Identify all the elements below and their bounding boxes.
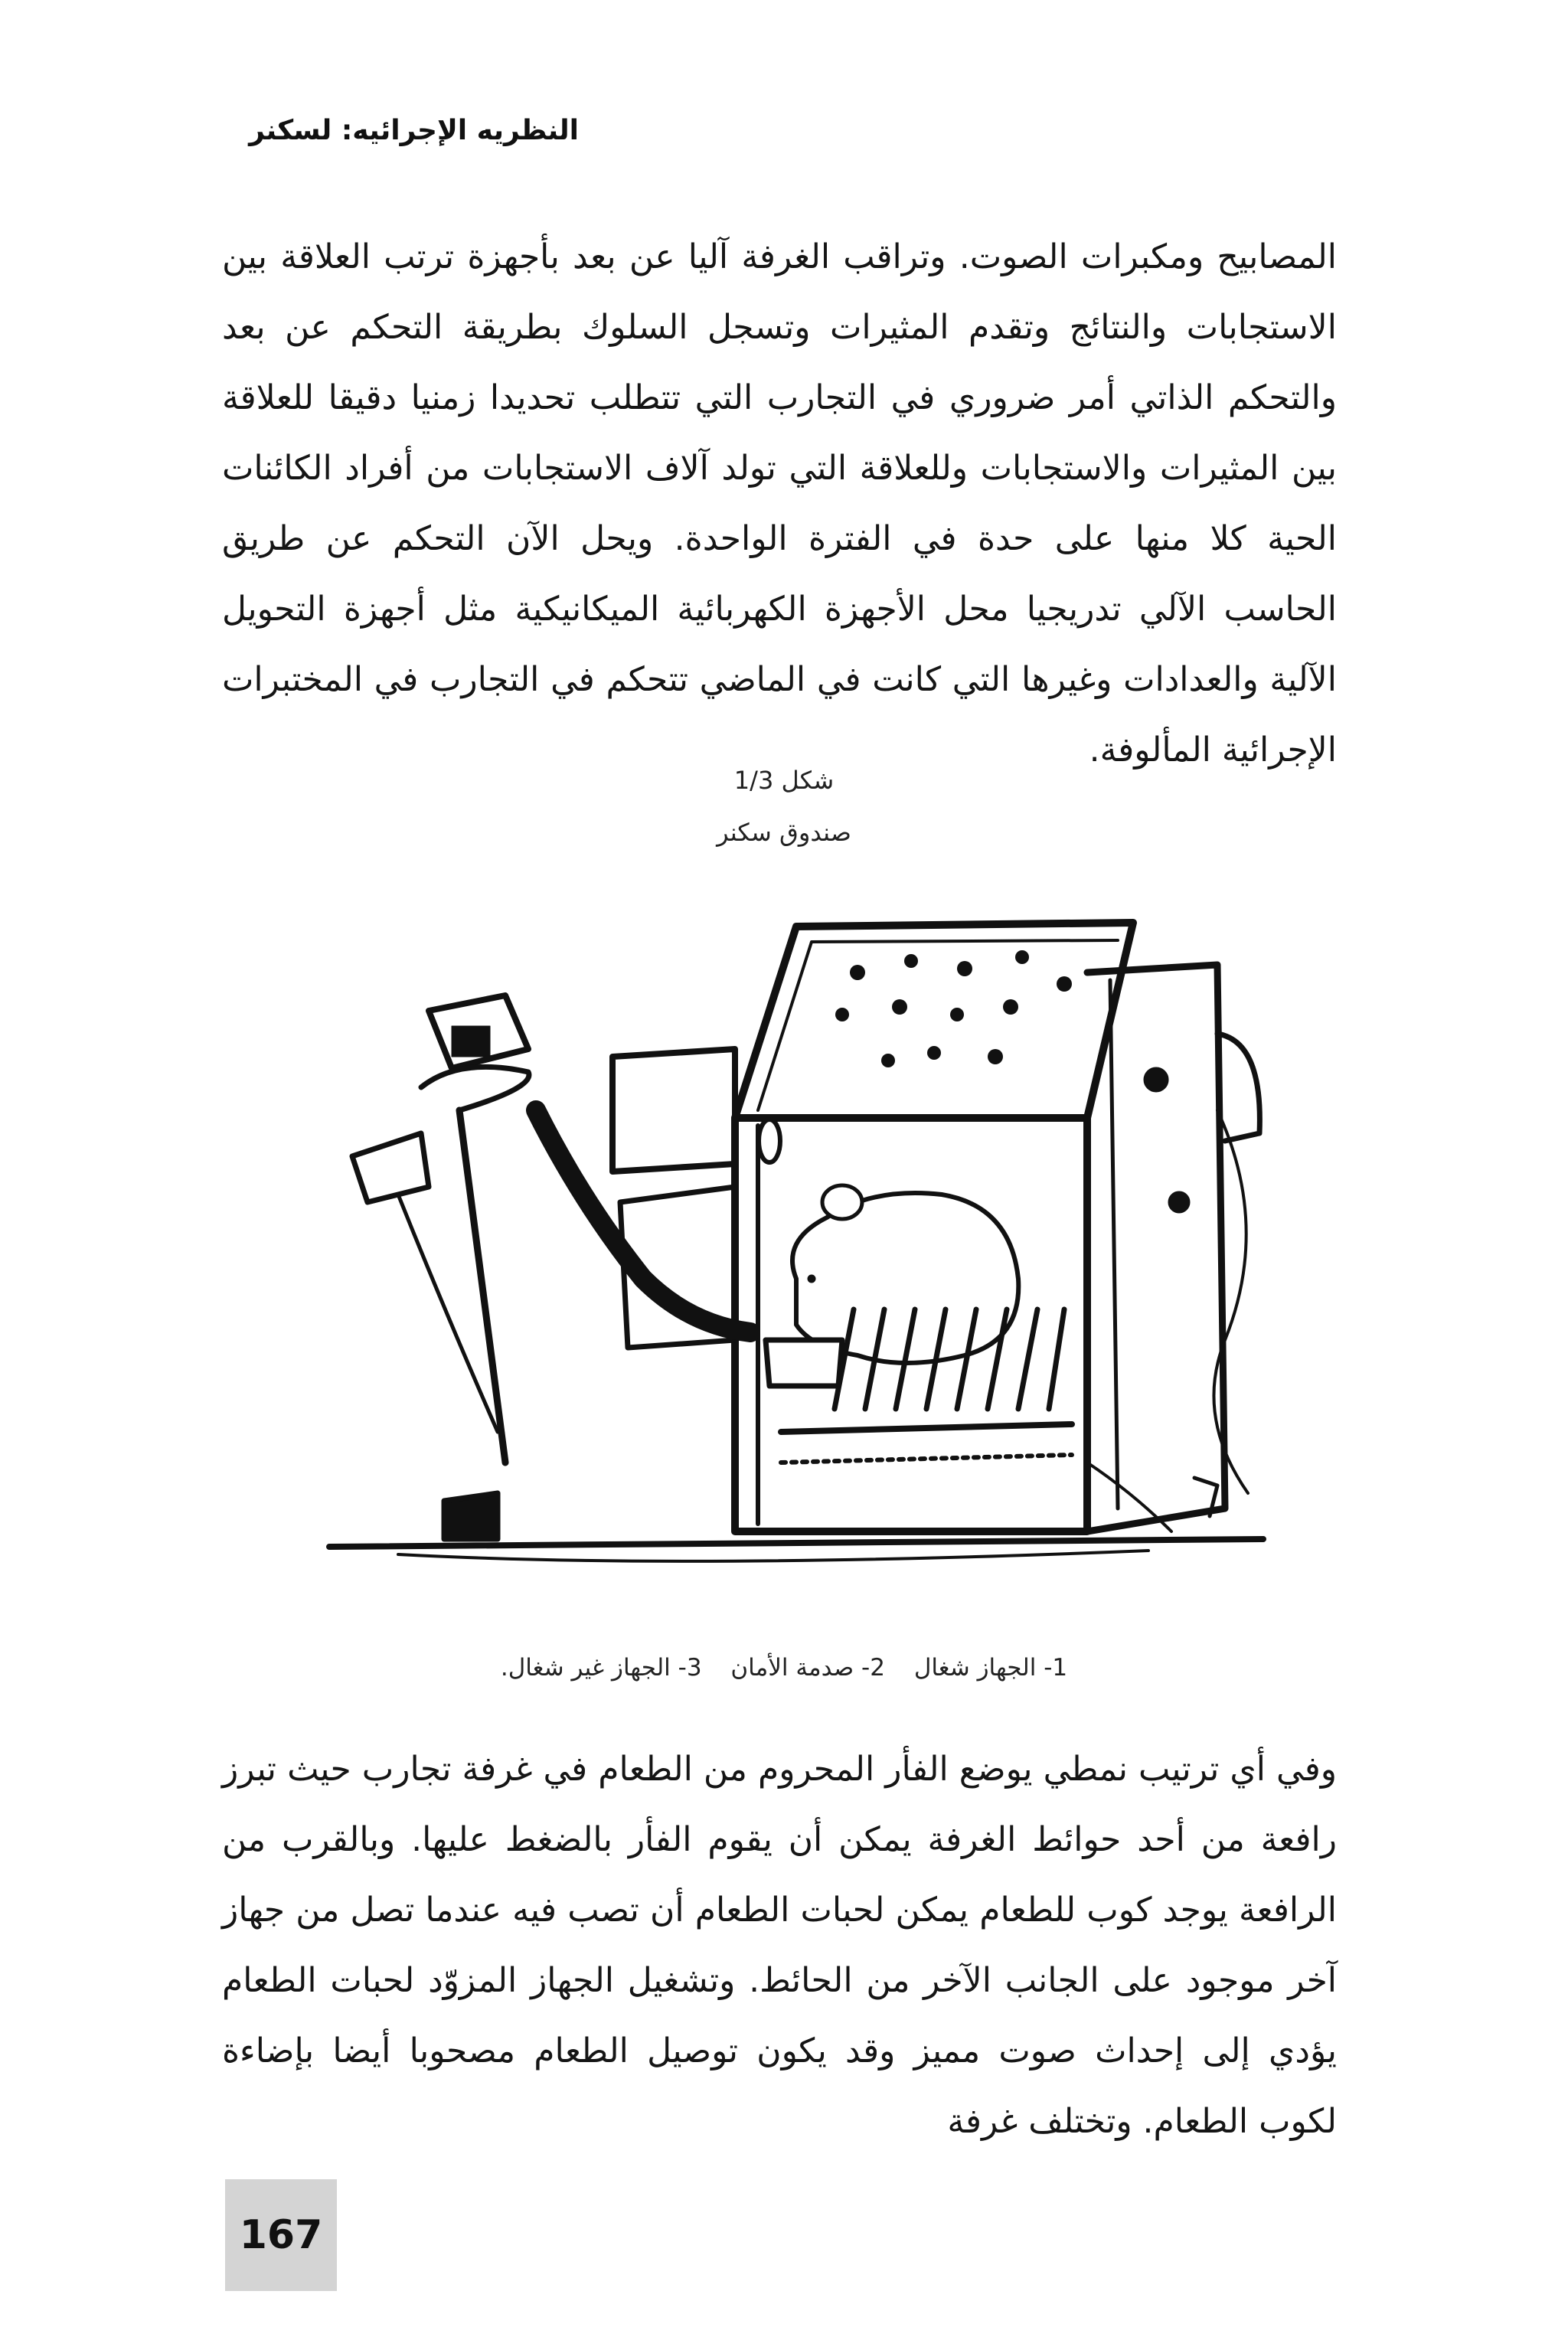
skinner-box-illustration: [306, 881, 1271, 1585]
legend-item-1: 1- الجهاز شغال: [913, 1654, 1068, 1682]
body-paragraph-2: وفي أي ترتيب نمطي يوضع الفأر المحروم من الطعام في غرفة تجارب حيث تبرز رافعة من أحد حوائط الغرفة يمكن أن يقوم الفأر بالضغط عليها. وبالقرب من الرافعة يوجد كوب للطعام يمكن لحبات الطعام أن تصب فيه عندما تصل من جهاز آخر موجود على الجانب الآخر من الحائط. وتشغيل الجهاز المزوّد لحبات الطعام يؤدي إلى إحداث صوت مميز وقد يكون توصيل الطعام مصحوبا أيضا بإضاءة لكوب الطعام. وتختلف غرفة: [222, 1750, 1337, 2141]
legend-item-2: 2- صدمة الأمان: [730, 1654, 885, 1682]
page-number: 167: [239, 2212, 323, 2258]
legend-item-3: 3- الجهاز غير شغال.: [500, 1654, 702, 1682]
figure-title: صندوق سكنر: [717, 818, 851, 847]
figure-legend: [0, 1654, 1568, 1682]
body-paragraph-1: المصابيح ومكبرات الصوت. وتراقب الغرفة آليا عن بعد بأجهزة ترتب العلاقة بين الاستجابات والنتائج وتقدم المثيرات وتسجل السلوك بطريقة التحكم عن بعد والتحكم الذاتي أمر ضروري في التجارب التي تتطلب تحديدا زمنيا دقيقا للعلاقة بين المثيرات والاستجابات وللعلاقة التي تولد آلاف الاستجابات من أفراد الكائنات الحية كلا منها على حدة في الفترة الواحدة. ويحل الآن التحكم عن طريق الحاسب الآلي تدريجيا محل الأجهزة الكهربائية الميكانيكية مثل أجهزة التحويل الآلية والعدادات وغيرها التي كانت في الماضي تتحكم في التجارب في المختبرات الإجرائية المألوفة.: [222, 237, 1337, 770]
running-head-title: النظريه الإجرائيه: لسكنر: [249, 115, 579, 146]
page-number-box: [225, 2179, 337, 2291]
figure-label: شكل 1/3: [733, 766, 835, 795]
